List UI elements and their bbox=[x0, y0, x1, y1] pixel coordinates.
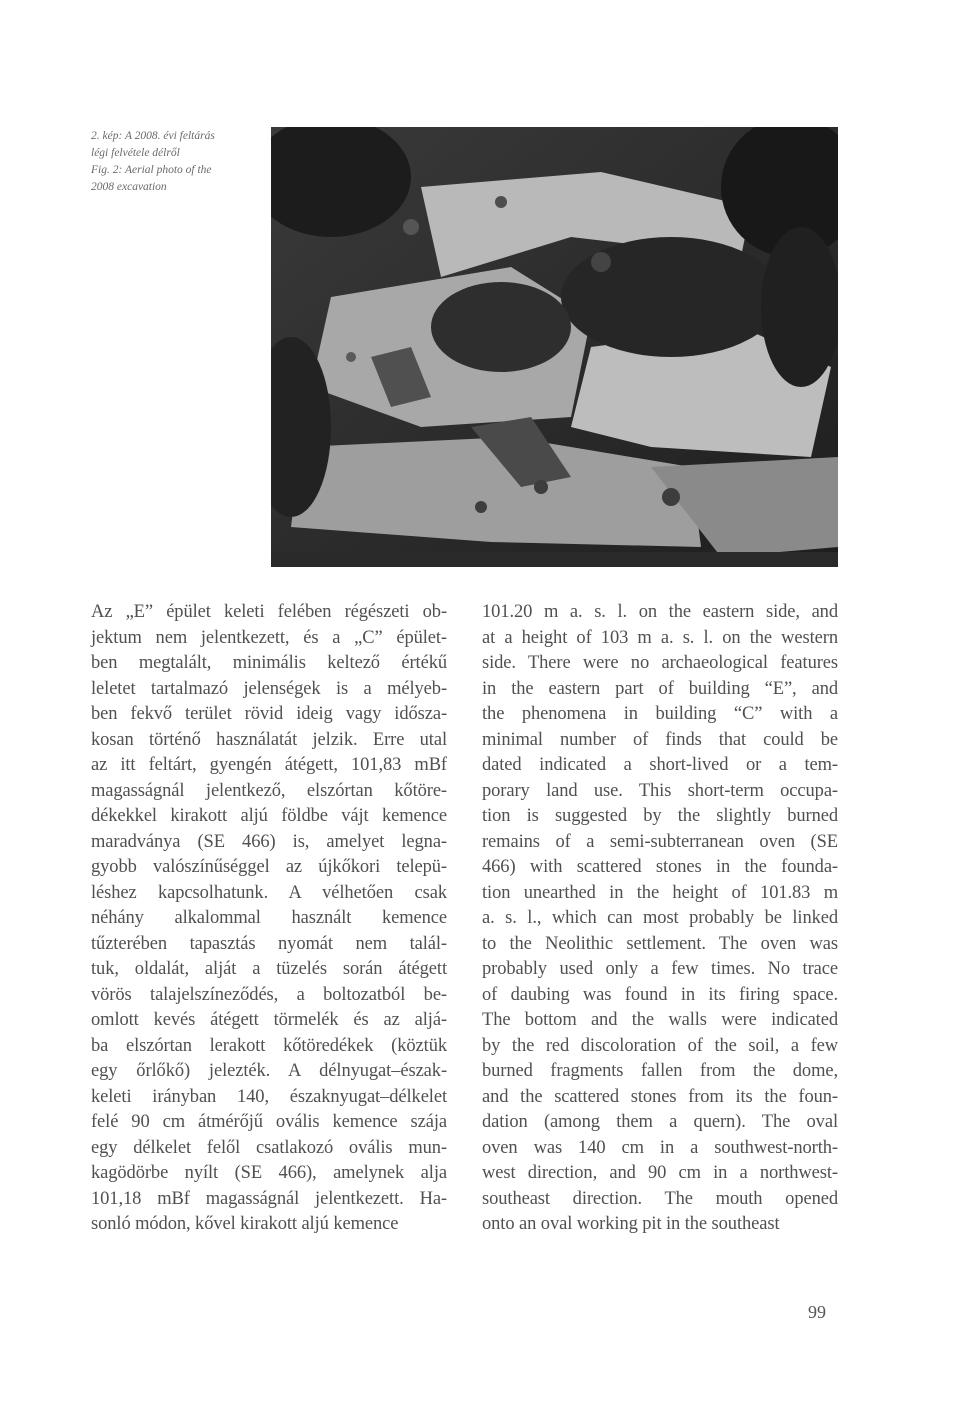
text-line: of daubing was found in its firing space. bbox=[482, 984, 838, 1005]
text-line: to the Neolithic settlement. The oven was bbox=[482, 933, 838, 954]
text-line: gyobb valószínűséggel az újkőkori telepü- bbox=[91, 857, 447, 877]
text-line: sonló módon, kővel kirakott aljú kemence bbox=[91, 1214, 399, 1234]
text-line: felé 90 cm átmérőjű ovális kemence szája bbox=[91, 1112, 447, 1132]
text-line: west direction, and 90 cm in a northwest- bbox=[482, 1163, 838, 1183]
text-line: léshez kapcsolhatunk. A vélhetően csak bbox=[91, 882, 447, 903]
text-line: kagödörbe nyílt (SE 466), amelynek alja bbox=[91, 1163, 447, 1183]
caption-line: 2008 excavation bbox=[91, 181, 167, 193]
caption-line: légi felvétele délről bbox=[91, 147, 180, 159]
text-line: remains of a semi-subterranean oven (SE bbox=[482, 831, 838, 852]
figure-caption bbox=[91, 128, 266, 196]
hungarian-text-column bbox=[91, 600, 447, 1238]
text-line: probably used only a few times. No trace bbox=[482, 959, 838, 979]
text-line: and the scattered stones from its the foun- bbox=[482, 1086, 838, 1107]
text-line: The bottom and the walls were indicated bbox=[482, 1010, 838, 1030]
text-line: dation (among them a quern). The oval bbox=[482, 1112, 838, 1132]
text-line: southeast direction. The mouth opened bbox=[482, 1188, 838, 1209]
aerial-photo-image bbox=[271, 127, 838, 567]
text-line: az itt feltárt, gyengén átégett, 101,83 mBf bbox=[91, 755, 447, 775]
text-line: jektum nem jelentkezett, és a „C” épület- bbox=[91, 627, 447, 648]
text-line: Az „E” épület keleti felében régészeti ob- bbox=[91, 602, 447, 622]
text-line: a. s. l., which can most probably be linked bbox=[482, 908, 838, 928]
text-line: omlott kevés átégett törmelék és az aljá- bbox=[91, 1010, 447, 1030]
text-line: vörös talajelszíneződés, a boltozatból be- bbox=[91, 984, 447, 1005]
caption-line: 2. kép: A 2008. évi feltárás bbox=[91, 130, 215, 142]
text-line: dékekkel kirakott aljú földbe vájt kemence bbox=[91, 806, 447, 826]
text-line: 466) with scattered stones in the founda- bbox=[482, 857, 838, 877]
text-line: side. There were no archaeological features bbox=[482, 653, 838, 673]
text-line: egy őrlőkő) jelezték. A délnyugat–észak- bbox=[91, 1061, 447, 1081]
text-line: onto an oval working pit in the southeast bbox=[482, 1214, 780, 1234]
caption-line: Fig. 2: Aerial photo of the bbox=[91, 164, 212, 176]
text-line: ben fekvő terület rövid ideig vagy idősza- bbox=[91, 704, 447, 724]
text-line: minimal number of finds that could be bbox=[482, 729, 838, 750]
text-line: burned fragments fallen from the dome, bbox=[482, 1061, 838, 1081]
text-line: ba elszórtan lerakott kőtöredékek (köztük bbox=[91, 1035, 447, 1056]
text-line: tion unearthed in the height of 101.83 m bbox=[482, 882, 838, 903]
text-line: oven was 140 cm in a southwest-north- bbox=[482, 1137, 838, 1158]
text-line: tion is suggested by the slightly burned bbox=[482, 806, 838, 826]
text-line: tuk, oldalát, alját a tüzelés során átégett bbox=[91, 959, 447, 979]
text-line: néhány alkalommal használt kemence bbox=[91, 908, 447, 928]
text-line: keleti irányban 140, északnyugat–délkelet bbox=[91, 1086, 447, 1107]
text-line: 101,18 mBf magasságnál jelentkezett. Ha- bbox=[91, 1188, 447, 1209]
text-line: leletet tartalmazó jelenségek is a mélyeb- bbox=[91, 678, 447, 699]
text-line: magasságnál jelentkező, elszórtan kőtöre- bbox=[91, 780, 447, 801]
text-line: egy délkelet felől csatlakozó ovális mun- bbox=[91, 1137, 447, 1158]
text-line: ben megtalált, minimális keltező értékű bbox=[91, 653, 447, 673]
page-number: 99 bbox=[808, 1302, 826, 1322]
text-line: porary land use. This short-term occupa- bbox=[482, 780, 838, 801]
text-line: the phenomena in building “C” with a bbox=[482, 704, 838, 724]
text-line: dated indicated a short-lived or a tem- bbox=[482, 755, 838, 775]
text-line: tűzterében tapasztás nyomát nem talál- bbox=[91, 933, 447, 954]
text-line: at a height of 103 m a. s. l. on the western bbox=[482, 627, 838, 648]
text-line: kosan történő használatát jelzik. Erre utal bbox=[91, 729, 447, 750]
text-line: in the eastern part of building “E”, and bbox=[482, 678, 838, 699]
text-line: maradványa (SE 466) is, amelyet legna- bbox=[91, 831, 447, 852]
text-line: 101.20 m a. s. l. on the eastern side, and bbox=[482, 602, 838, 622]
aerial-excavation-photo bbox=[271, 127, 838, 567]
english-text-column bbox=[482, 600, 838, 1238]
text-line: by the red discoloration of the soil, a few bbox=[482, 1035, 838, 1056]
